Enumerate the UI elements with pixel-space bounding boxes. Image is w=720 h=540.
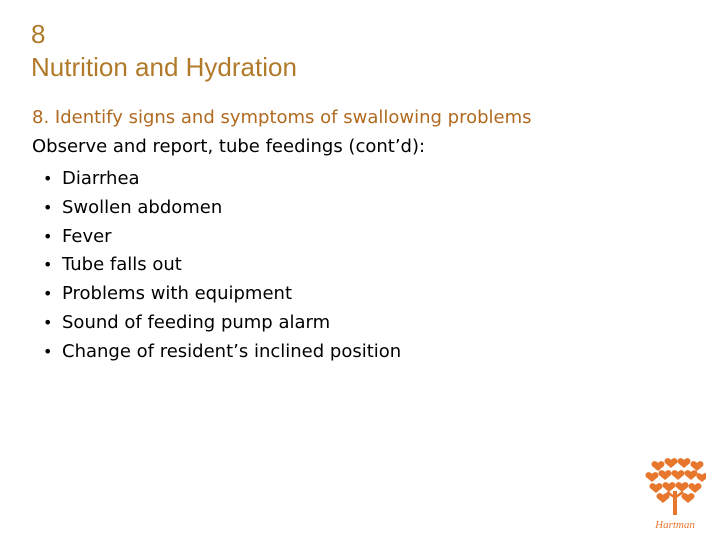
section-heading: 8. Identify signs and symptoms of swallowing problems	[32, 107, 532, 128]
list-item: • Problems with equipment	[32, 280, 401, 309]
bullet-icon: •	[43, 312, 53, 332]
bullet-icon: •	[43, 255, 53, 275]
bullet-icon: •	[43, 197, 53, 217]
bullet-icon: •	[43, 226, 53, 246]
list-item: • Diarrhea	[32, 165, 401, 194]
slide-title	[31, 18, 297, 84]
bullet-list	[32, 165, 401, 367]
bullet-icon: •	[43, 341, 53, 361]
hartman-tree-logo-icon	[644, 455, 706, 533]
list-item: • Sound of feeding pump alarm	[32, 309, 401, 338]
logo-wordmark: Hartman	[655, 519, 695, 531]
section-intro: Observe and report, tube feedings (cont’d):	[32, 136, 426, 157]
list-item: • Fever	[32, 223, 401, 252]
bullet-icon: •	[43, 169, 53, 188]
chapter-number: 8	[31, 19, 46, 49]
list-item: • Change of resident’s inclined position	[32, 338, 401, 367]
list-item: • Swollen abdomen	[32, 194, 401, 223]
chapter-title: Nutrition and Hydration	[31, 52, 297, 82]
list-item: • Tube falls out	[32, 251, 401, 280]
bullet-icon: •	[43, 284, 53, 304]
